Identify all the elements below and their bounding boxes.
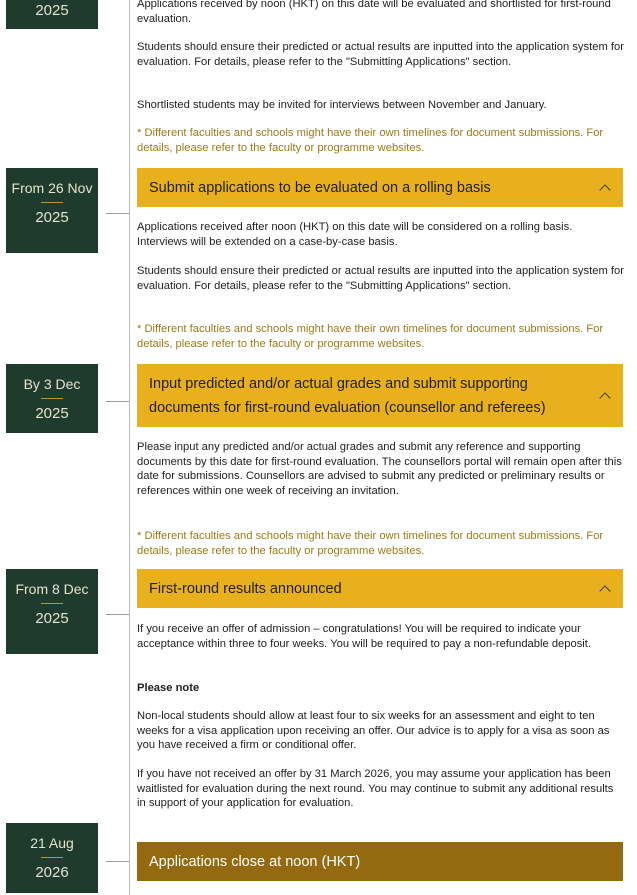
faculty-note: * Different faculties and schools might have their own timelines for document submissions. For details, please refer to the faculty or programme websites.: [137, 323, 604, 350]
accordion-title: Applications close at noon (HKT): [149, 853, 361, 870]
accordion-header-input-grades[interactable]: [137, 364, 623, 427]
date-year: 2025: [35, 209, 69, 226]
body-text: Applications received after noon (HKT) on this date will be considered on a rolling basis. Interviews will be extended on a case-by-case basis.: [137, 221, 573, 248]
chevron-up-icon[interactable]: [599, 184, 610, 195]
chevron-up-icon[interactable]: [599, 585, 610, 596]
body-text: Students should ensure their predicted or actual results are inputted into the application system for evaluation. For details, please refer to the "Submitting Applications" section.: [137, 265, 624, 292]
date-badge: [6, 569, 98, 654]
date-year: 2025: [35, 2, 69, 19]
accordion-title: First-round results announced: [149, 580, 342, 597]
body-text: Please input any predicted and/or actual grades and submit any reference and supporting documents by this date for first-round evaluation. The counsellors portal will remain open after this date for submissions. Counsellors are advised to submit any predicted or preliminary results or references within one week of receiving an invitation.: [137, 441, 622, 497]
date-label: From 8 Dec: [15, 581, 89, 597]
faculty-note: * Different faculties and schools might have their own timelines for document submissions. For details, please refer to the faculty or programme websites.: [137, 127, 604, 154]
body-text: Non-local students should allow at least four to six weeks for an assessment and eight to ten weeks for a visa application upon receiving an offer. Our advice is to apply for a visa as soon as you have received a firm or conditional offer.: [137, 710, 610, 752]
chevron-up-icon[interactable]: [599, 392, 610, 403]
faculty-note: * Different faculties and schools might have their own timelines for document submissions. For details, please refer to the faculty or programme websites.: [137, 530, 604, 557]
date-badge: [6, 823, 98, 893]
accordion-header-first-round-results[interactable]: [137, 569, 623, 608]
body-text: Shortlisted students may be invited for interviews between November and January.: [137, 99, 547, 111]
accordion-title: Submit applications to be evaluated on a rolling basis: [149, 179, 491, 196]
date-separator: [41, 857, 63, 858]
body-text: If you receive an offer of admission – congratulations! You will be required to indicate your acceptance within three to four weeks. You will be required to pay a non-refundable deposit.: [137, 623, 592, 650]
body-text: Students should ensure their predicted or actual results are inputted into the application system for evaluation. For details, please refer to the "Submitting Applications" section.: [137, 41, 624, 68]
timeline-connector: [106, 861, 129, 862]
date-separator: [41, 603, 63, 604]
date-badge: [6, 0, 98, 29]
accordion-header-applications-close[interactable]: [137, 842, 623, 881]
please-note-heading: Please note: [137, 682, 200, 694]
date-label: From 26 Nov: [11, 180, 93, 196]
timeline-line: [129, 0, 130, 895]
accordion-header-rolling-basis[interactable]: [137, 168, 623, 207]
date-label: 21 Aug: [30, 835, 74, 851]
date-label: By 3 Dec: [23, 376, 81, 392]
date-badge: [6, 168, 98, 253]
timeline-connector: [106, 401, 129, 402]
accordion-title: Input predicted and/or actual grades and submit supporting documents for first-round evaluation (counsellor and referees): [149, 375, 546, 416]
body-text: If you have not received an offer by 31 March 2026, you may assume your application has been waitlisted for evaluation during the next round. You may continue to submit any additional results in support of your application for evaluation.: [137, 768, 614, 810]
date-separator: [41, 398, 63, 399]
timeline-connector: [106, 213, 129, 214]
date-badge: [6, 364, 98, 433]
date-year: 2025: [35, 610, 69, 627]
date-year: 2026: [35, 864, 69, 881]
timeline-connector: [106, 614, 129, 615]
body-text: Applications received by noon (HKT) on this date will be evaluated and shortlisted for first-round evaluation.: [137, 0, 611, 25]
date-year: 2025: [35, 405, 69, 422]
date-separator: [41, 202, 63, 203]
